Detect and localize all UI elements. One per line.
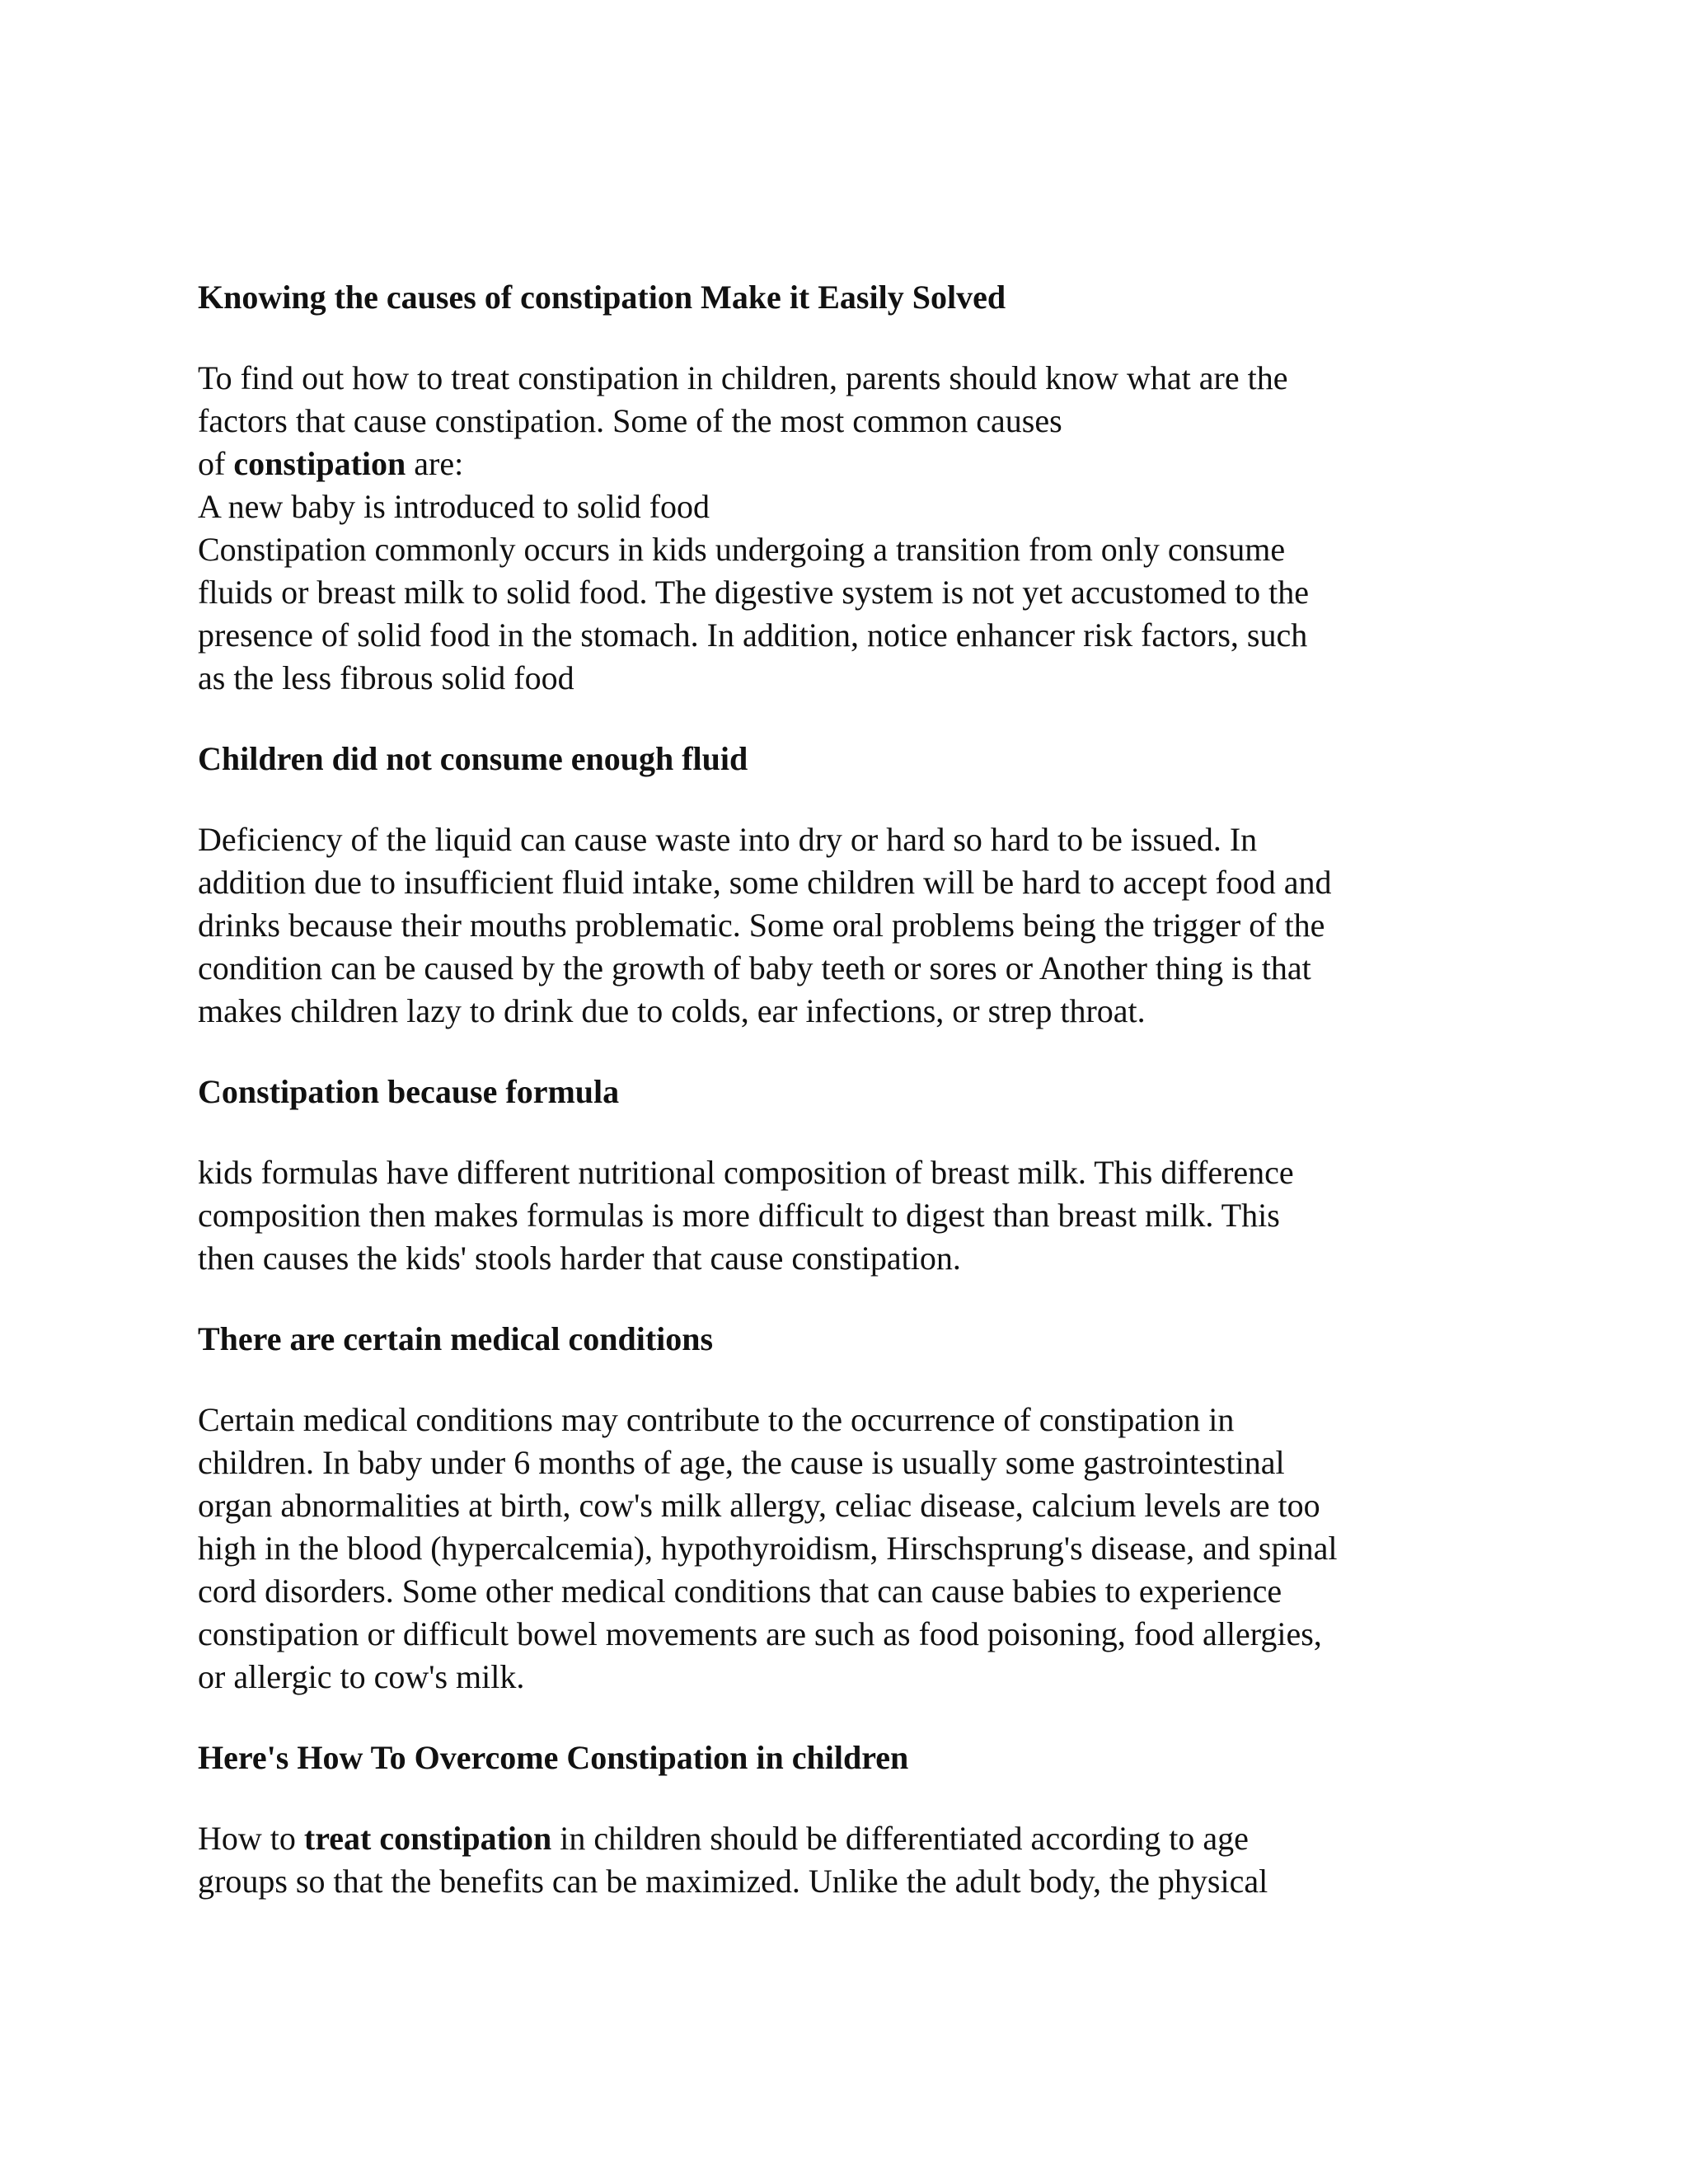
section-paragraph	[198, 1817, 1517, 1903]
text-line: addition due to insufficient fluid intake, some children will be hard to accept food and	[198, 864, 1332, 901]
section-heading: There are certain medical conditions	[198, 1320, 714, 1357]
section-paragraph	[198, 1151, 1517, 1280]
text-line: Deficiency of the liquid can cause waste into dry or hard so hard to be issued. In	[198, 821, 1258, 858]
text-line: or allergic to cow's milk.	[198, 1658, 525, 1695]
section-heading: Constipation because formula	[198, 1073, 620, 1110]
text-line: condition can be caused by the growth of baby teeth or sores or Another thing is that	[198, 949, 1311, 987]
text-line	[198, 1817, 1517, 1860]
text-fragment: How to	[198, 1820, 304, 1857]
text-line: makes children lazy to drink due to colds, ear infections, or strep throat.	[198, 992, 1146, 1029]
text-line: children. In baby under 6 months of age, the cause is usually some gastrointestinal	[198, 1444, 1285, 1481]
text-line: as the less fibrous solid food	[198, 659, 574, 696]
text-line: factors that cause constipation. Some of the most common causes	[198, 402, 1062, 439]
text-line: groups so that the benefits can be maximized. Unlike the adult body, the physical	[198, 1863, 1268, 1900]
section-heading: Children did not consume enough fluid	[198, 740, 748, 777]
text-line: then causes the kids' stools harder that cause constipation.	[198, 1240, 961, 1277]
text-line: cord disorders. Some other medical conditions that can cause babies to experience	[198, 1572, 1282, 1610]
section-paragraph	[198, 818, 1517, 1033]
text-line: To find out how to treat constipation in children, parents should know what are the	[198, 359, 1288, 396]
keyword-constipation: constipation	[233, 445, 406, 482]
section-paragraph	[198, 1399, 1517, 1699]
section-heading: Knowing the causes of constipation Make it Easily Solved	[198, 279, 1006, 316]
text-line: Certain medical conditions may contribute to the occurrence of constipation in	[198, 1401, 1235, 1438]
text-line: constipation or difficult bowel movements are such as food poisoning, food allergies,	[198, 1615, 1322, 1652]
text-line: organ abnormalities at birth, cow's milk allergy, celiac disease, calcium levels are too	[198, 1487, 1320, 1524]
text-fragment: are:	[406, 445, 464, 482]
text-line	[198, 443, 1517, 485]
text-line: high in the blood (hypercalcemia), hypothyroidism, Hirschsprung's disease, and spinal	[198, 1530, 1338, 1567]
text-line: presence of solid food in the stomach. In addition, notice enhancer risk factors, such	[198, 616, 1308, 654]
text-fragment: in children should be differentiated according to age	[551, 1820, 1249, 1857]
text-fragment: of	[198, 445, 234, 482]
text-line: Constipation commonly occurs in kids undergoing a transition from only consume	[198, 531, 1286, 568]
section-heading: Here's How To Overcome Constipation in children	[198, 1739, 909, 1776]
text-line: A new baby is introduced to solid food	[198, 488, 710, 525]
text-line: kids formulas have different nutritional composition of breast milk. This difference	[198, 1154, 1294, 1191]
keyword-treat-constipation: treat constipation	[303, 1820, 552, 1857]
text-line: composition then makes formulas is more difficult to digest than breast milk. This	[198, 1197, 1280, 1234]
section-paragraph	[198, 357, 1517, 700]
document-body	[198, 276, 1517, 1903]
text-line: fluids or breast milk to solid food. The digestive system is not yet accustomed to the	[198, 574, 1309, 611]
text-line: drinks because their mouths problematic. Some oral problems being the trigger of the	[198, 907, 1325, 944]
